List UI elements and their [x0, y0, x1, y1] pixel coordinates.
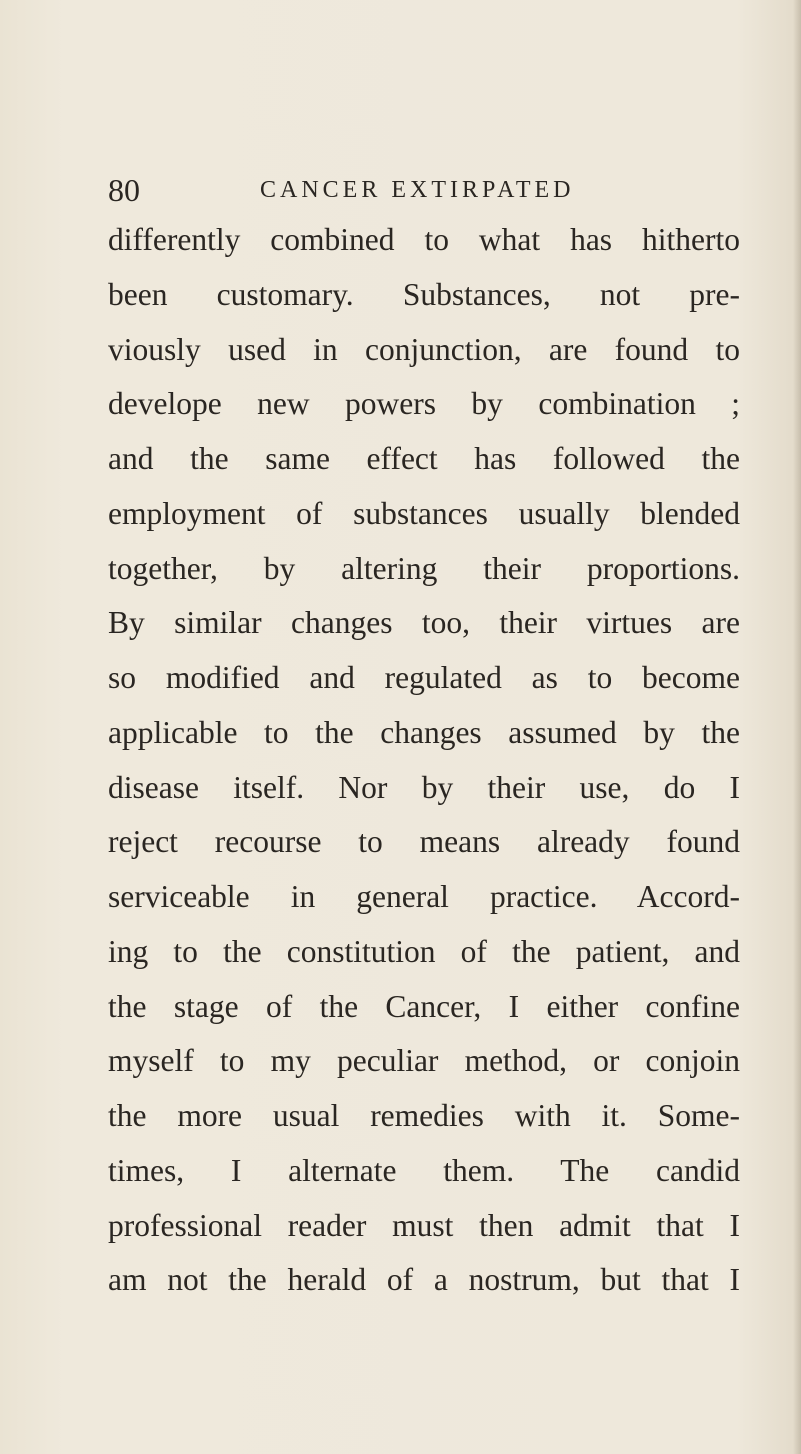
page-edge-shadow	[793, 0, 801, 1454]
text-line: and the same effect has followed the	[108, 441, 740, 476]
text-line: differently combined to what has hitherto	[108, 222, 740, 257]
text-line: times, I alternate them. The candid	[108, 1152, 740, 1188]
running-head: CANCER EXTIRPATED	[260, 177, 575, 203]
text-line: viously used in conjunction, are found to	[108, 331, 740, 367]
text-line: together, by altering their proportions.	[108, 550, 740, 586]
text-line: develope new powers by combination ;	[108, 386, 740, 422]
text-line: the stage of the Cancer, I either confine	[108, 988, 740, 1024]
page-number: 80	[108, 172, 140, 208]
text-line: myself to my peculiar method, or conjoin	[108, 1043, 740, 1079]
text-line: ing to the constitution of the patient, and	[108, 933, 740, 969]
page-header	[108, 172, 708, 208]
text-line: professional reader must then admit that I	[108, 1207, 740, 1243]
text-line: disease itself. Nor by their use, do I	[108, 769, 740, 805]
text-line: been customary. Substances, not pre-	[108, 276, 740, 312]
text-line: reject recourse to means already found	[108, 824, 740, 860]
body-text	[108, 213, 740, 1308]
text-line: serviceable in general practice. Accord-	[108, 879, 740, 914]
text-line: employment of substances usually blended	[108, 495, 740, 531]
text-line: am not the herald of a nostrum, but that I	[108, 1262, 740, 1298]
text-line: the more usual remedies with it. Some-	[108, 1098, 740, 1133]
text-line: By similar changes too, their virtues are	[108, 605, 740, 641]
text-line: applicable to the changes assumed by the	[108, 714, 740, 750]
text-line: so modified and regulated as to become	[108, 660, 740, 695]
